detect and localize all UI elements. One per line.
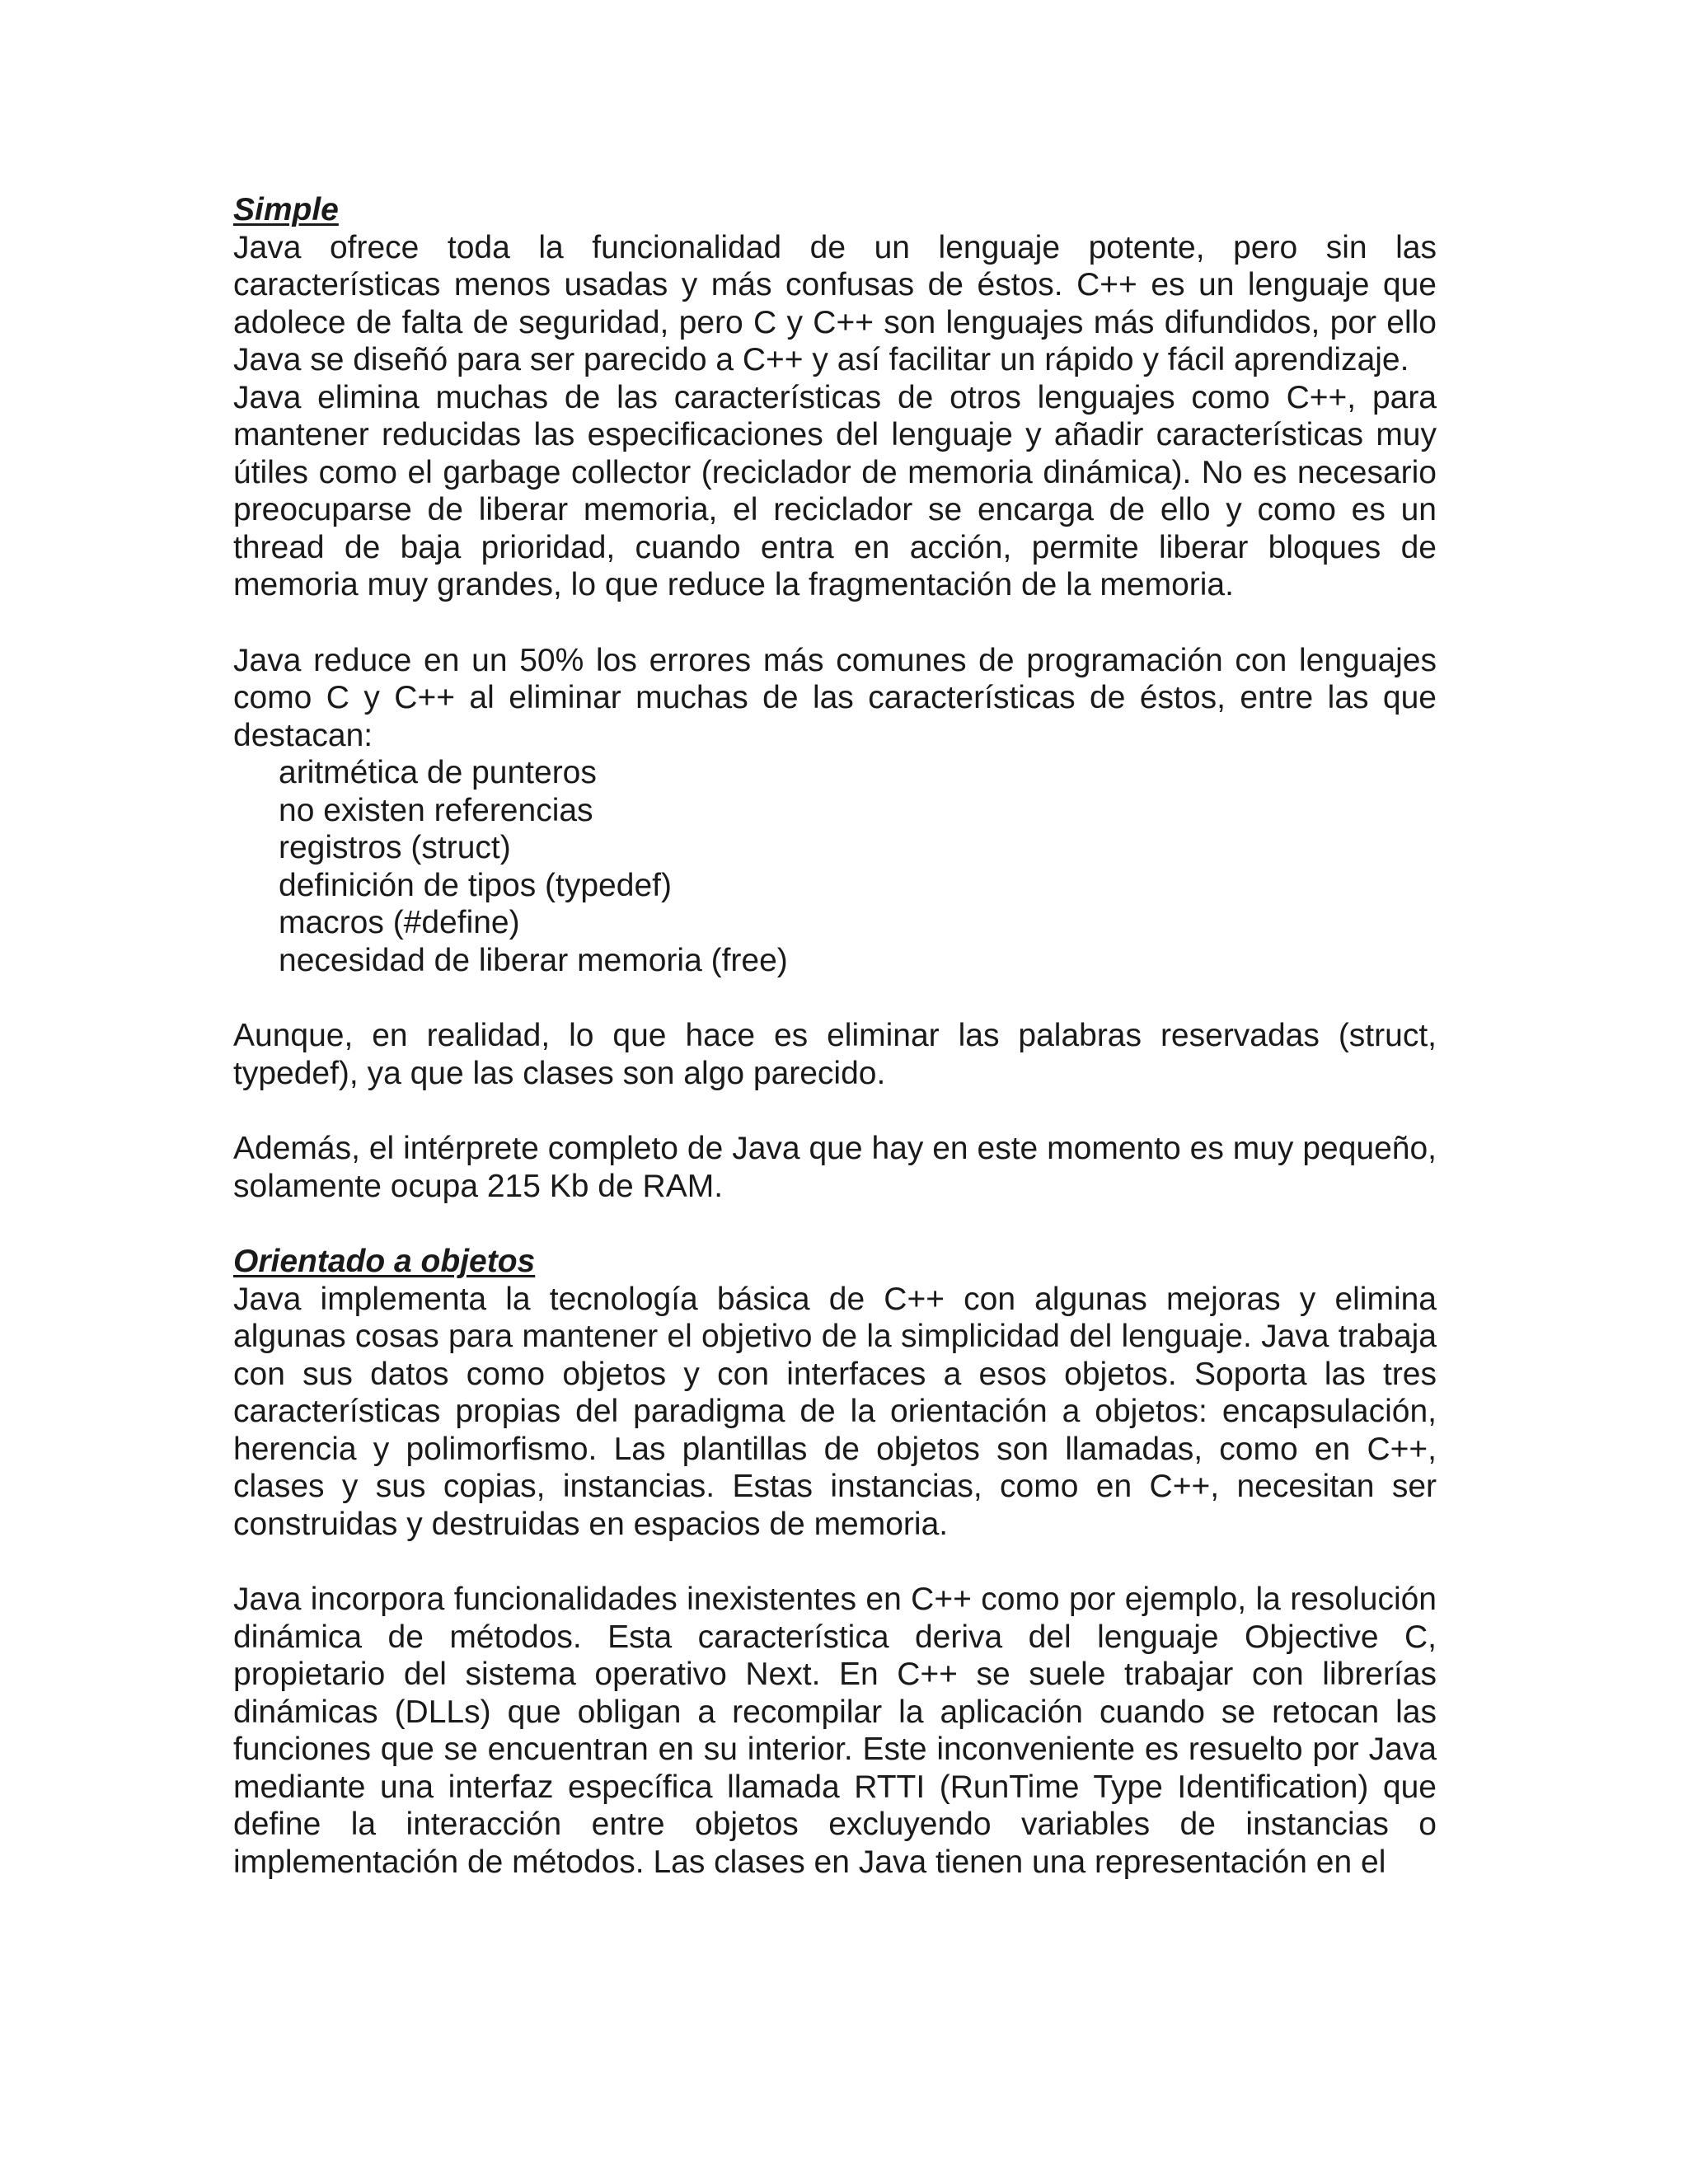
paragraph-gap [233,979,1437,1017]
section-heading-oo: Orientado a objetos [233,1244,536,1279]
paragraph-gap [233,1092,1437,1130]
paragraph: Aunque, en realidad, lo que hace es eliminar las palabras reservadas (struct, typedef), ya que las clases son algo parecido. [233,1018,1437,1091]
feature-list [233,754,1437,979]
list-item: registros (struct) [279,830,511,865]
paragraph-gap [233,1543,1437,1581]
section-orientado-a-objetos [233,1243,1437,1881]
paragraph: Java incorpora funcionalidades inexistentes en C++ como por ejemplo, la resolución dinámica de métodos. Esta característica deriva del lenguaje Objective C, propietario del sistema operativo Next. En C++ se suele trabajar con librerías dinámicas (DLLs) que obligan a recompilar la aplicación cuando se retocan las funciones que se encuentran en su interior. Este inconveniente es resuelto por Java mediante una interfaz específica llamada RTTI (RunTime Type Identification) que define la interacción entre objetos excluyendo variables de instancias o implementación de métodos. Las clases en Java tienen una representación en el [233,1582,1437,1880]
paragraph-gap [233,604,1437,642]
list-item: macros (#define) [279,905,520,940]
paragraph: Java reduce en un 50% los errores más comunes de programación con lenguajes como C y C++ al eliminar muchas de las características de éstos, entre las que destacan: [233,642,1437,753]
paragraph: Java ofrece toda la funcionalidad de un lenguaje potente, pero sin las características menos usadas y más confusas de éstos. C++ es un lenguaje que adolece de falta de seguridad, pero C y C++ son lenguajes más difundidos, por ello Java se diseñó para ser parecido a C++ y así facilitar un rápido y fácil aprendizaje. [233,229,1437,377]
section-heading-simple: Simple [233,192,339,227]
list-item: no existen referencias [279,792,593,828]
list-item: definición de tipos (typedef) [279,867,672,903]
list-item: aritmética de punteros [279,755,597,790]
paragraph: Java elimina muchas de las características de otros lenguajes como C++, para mantener reducidas las especificaciones del lenguaje y añadir características muy útiles como el garbage collector (reciclador de memoria dinámica). No es necesario preocuparse de liberar memoria, el reciclador se encarga de ello y como es un thread de baja prioridad, cuando entra en acción, permite liberar bloques de memoria muy grandes, lo que reduce la fragmentación de la memoria. [233,379,1437,602]
list-item: necesidad de liberar memoria (free) [279,942,788,978]
section-gap [233,1205,1437,1243]
section-simple [233,191,1437,1205]
document-page [233,191,1437,1881]
paragraph: Java implementa la tecnología básica de C++ con algunas mejoras y elimina algunas cosas para mantener el objetivo de la simplicidad del lenguaje. Java trabaja con sus datos como objetos y con interfaces a esos objetos. Soporta las tres características propias del paradigma de la orientación a objetos: encapsulación, herencia y polimorfismo. Las plantillas de objetos son llamadas, como en C++, clases y sus copias, instancias. Estas instancias, como en C++, necesitan ser construidas y destruidas en espacios de memoria. [233,1281,1437,1542]
paragraph: Además, el intérprete completo de Java que hay en este momento es muy pequeño, solamente ocupa 215 Kb de RAM. [233,1131,1437,1204]
